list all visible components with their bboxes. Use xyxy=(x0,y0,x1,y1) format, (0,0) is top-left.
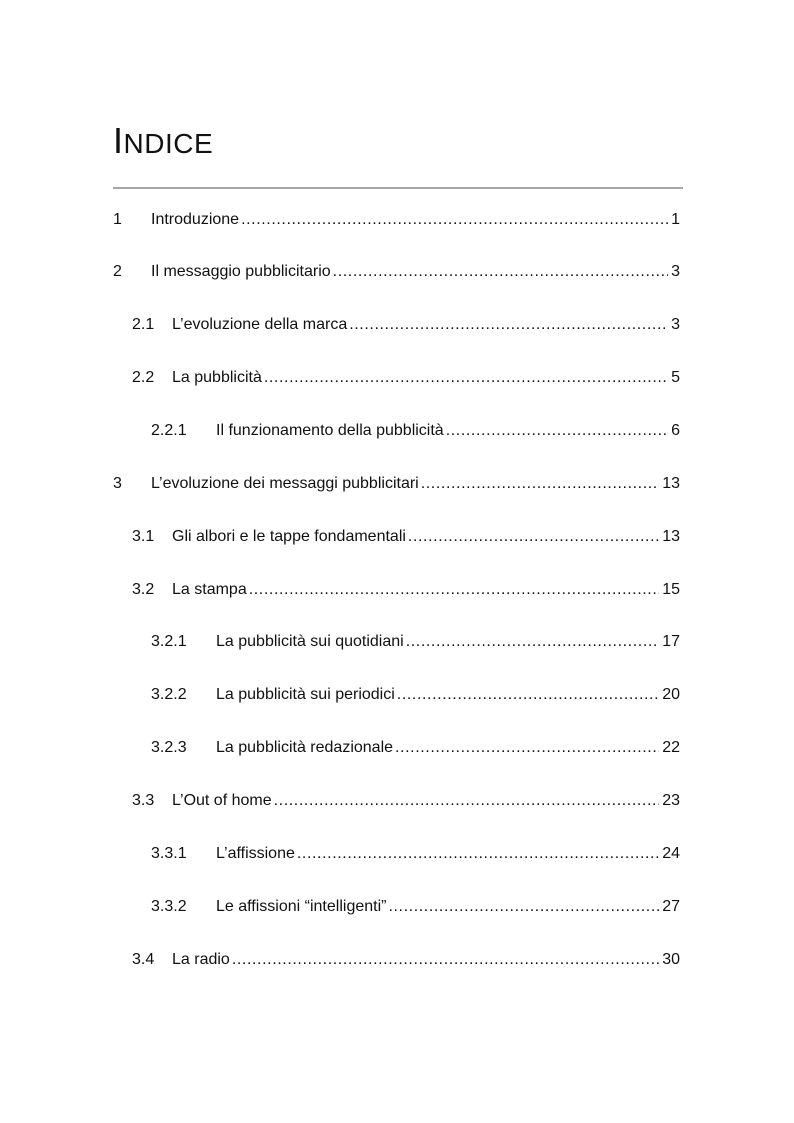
toc-entry-title: L’affissione xyxy=(216,845,295,862)
toc-entry-number: 1 xyxy=(113,211,122,228)
toc-entry-number: 2.2 xyxy=(132,369,155,386)
toc-entry[interactable] xyxy=(132,367,680,389)
toc-entry-page: 30 xyxy=(662,951,680,968)
toc-entry-number: 2.2.1 xyxy=(151,422,187,439)
toc-dot-leader xyxy=(333,261,668,283)
toc-entry[interactable] xyxy=(151,896,680,918)
toc-entry[interactable] xyxy=(113,209,680,231)
toc-entry[interactable] xyxy=(151,843,680,865)
toc-entry-number: 3.3 xyxy=(132,792,155,809)
toc-entry[interactable] xyxy=(132,314,680,336)
toc-entry-number: 3.4 xyxy=(132,951,155,968)
toc-entry-title: Introduzione xyxy=(151,211,240,228)
toc-entry[interactable] xyxy=(113,473,680,495)
toc-dot-leader xyxy=(232,949,659,971)
toc-entry-title: L’evoluzione della marca xyxy=(172,316,348,333)
toc-entry[interactable] xyxy=(151,420,680,442)
toc-entry-number: 3 xyxy=(113,475,122,492)
toc-entry[interactable] xyxy=(132,949,680,971)
toc-entry-number: 3.1 xyxy=(132,528,155,545)
toc-entry-title: La pubblicità sui periodici xyxy=(216,686,395,703)
toc-entry-number: 3.2.2 xyxy=(151,686,187,703)
toc-entry-title: Il messaggio pubblicitario xyxy=(151,263,331,280)
title-divider xyxy=(113,187,683,189)
toc-entry-title: La stampa xyxy=(172,581,247,598)
toc-dot-leader xyxy=(408,526,659,548)
toc-entry-page: 3 xyxy=(671,316,680,333)
page-title xyxy=(113,120,213,162)
toc-dot-leader xyxy=(421,473,659,495)
toc-entry-page: 20 xyxy=(662,686,680,703)
toc-entry-title: La pubblicità redazionale xyxy=(216,739,394,756)
toc-entry-title: L’evoluzione dei messaggi pubblicitari xyxy=(151,475,419,492)
toc-dot-leader xyxy=(264,367,668,389)
toc-entry[interactable] xyxy=(151,684,680,706)
toc-entry-page: 13 xyxy=(662,528,680,545)
toc-entry-number: 3.3.2 xyxy=(151,898,187,915)
toc-dot-leader xyxy=(241,209,668,231)
toc-entry-title: L’Out of home xyxy=(172,792,272,809)
toc-entry-title: Le affissioni “intelligenti” xyxy=(216,898,387,915)
toc-entry-page: 22 xyxy=(662,739,680,756)
toc-entry-title: La pubblicità sui quotidiani xyxy=(216,633,404,650)
toc-entry[interactable] xyxy=(113,261,680,283)
toc-entry-number: 2 xyxy=(113,263,122,280)
toc-entry-page: 27 xyxy=(662,898,680,915)
toc-entry-number: 2.1 xyxy=(132,316,155,333)
page-title-initial: I xyxy=(113,120,124,161)
toc-entry-number: 3.3.1 xyxy=(151,845,187,862)
toc-dot-leader xyxy=(249,579,659,601)
toc-dot-leader xyxy=(395,737,659,759)
toc-entry-title: La radio xyxy=(172,951,230,968)
toc-dot-leader xyxy=(446,420,668,442)
toc-entry-page: 17 xyxy=(662,633,680,650)
toc-entry-title: Gli albori e le tappe fondamentali xyxy=(172,528,406,545)
toc-entry[interactable] xyxy=(151,737,680,759)
toc-entry-page: 3 xyxy=(671,263,680,280)
toc-entry-page: 23 xyxy=(662,792,680,809)
toc-entry-number: 3.2 xyxy=(132,581,155,598)
toc-entry-title: Il funzionamento della pubblicità xyxy=(216,422,444,439)
toc-dot-leader xyxy=(274,790,660,812)
toc-entry[interactable] xyxy=(132,526,680,548)
toc-dot-leader xyxy=(406,631,660,653)
toc-entry-page: 24 xyxy=(662,845,680,862)
toc-entry-page: 15 xyxy=(662,581,680,598)
toc-dot-leader xyxy=(388,896,659,918)
toc-dot-leader xyxy=(349,314,668,336)
toc-entry-page: 5 xyxy=(671,369,680,386)
toc-entry[interactable] xyxy=(132,790,680,812)
toc-entry-page: 6 xyxy=(671,422,680,439)
toc-dot-leader xyxy=(297,843,659,865)
page-title-rest: NDICE xyxy=(123,128,214,159)
toc-entry-number: 3.2.1 xyxy=(151,633,187,650)
toc-entry[interactable] xyxy=(132,579,680,601)
toc-entry-page: 1 xyxy=(671,211,680,228)
toc-entry-page: 13 xyxy=(662,475,680,492)
toc-entry[interactable] xyxy=(151,631,680,653)
toc-entry-title: La pubblicità xyxy=(172,369,262,386)
toc-dot-leader xyxy=(397,684,659,706)
toc-entry-number: 3.2.3 xyxy=(151,739,187,756)
